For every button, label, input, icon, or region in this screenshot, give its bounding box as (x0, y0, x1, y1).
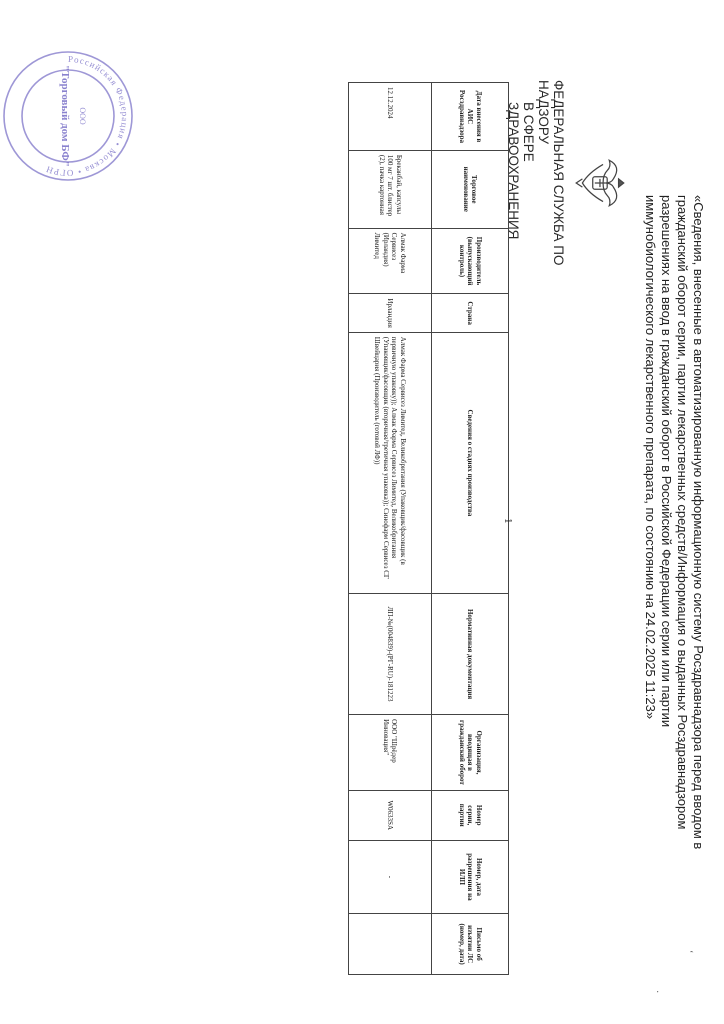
col-header: Дата внесения в АИС Росздравнадзора (432, 83, 509, 151)
document-title: «Сведения, внесенные в автоматизированную информационную систему Росздравнадзора перед вводом в гражданский оборот серии, партии лекарственных средств/Информация о выданных Росздравнадзором разрешениях на ввод в гражданский оборот в Российской Федерации серии или партии иммунобиологического лекарственного препарата, по состоянию на 24.02.2025 11:23» (643, 195, 706, 850)
cell-batch-number: W0633SA (349, 790, 432, 840)
col-header: Сведения о стадиях производства (432, 332, 509, 593)
page-number: 1 (502, 518, 514, 524)
cell-country: Ирландия (349, 294, 432, 332)
cell-date: 12.12.2024 (349, 83, 432, 151)
col-header: Организация, вводящая в гражданский оборот (432, 715, 509, 791)
col-header: Нормативная документация (432, 594, 509, 715)
col-header: Страна (432, 294, 509, 332)
col-header: Торговое наименование (432, 150, 509, 228)
svg-text:Российская Федерация • Москва (44, 54, 130, 178)
agency-line-1: ФЕДЕРАЛЬНАЯ СЛУЖБА ПО НАДЗОРУ (536, 80, 566, 266)
registry-table (348, 82, 509, 975)
cell-permit: - (349, 840, 432, 914)
col-header: Письмо об изъятии ЛС (номер, дата) (432, 914, 509, 975)
table-header-row (432, 83, 509, 975)
cell-organization: ООО "Шрёдер Инновация" (349, 715, 432, 791)
cell-manufacturer: Алмак Фарма Сервисез (Ирландия) Лимитед (349, 228, 432, 294)
scan-mark: · (651, 990, 662, 994)
cell-trade-name: Бреканбай, капсулы 100 мг 7 шт. блистер (2), пачка картонная (349, 150, 432, 228)
scan-mark: ‘ (683, 950, 694, 954)
stamp-ring-text: Российская Федерация • Москва • ОГРН (44, 53, 131, 179)
cell-production-stages: Алмак Фарма Сервисез Лимитед, Великобритания (Упаковщик/фасовщик (в первичную упаковку)); Алмак Фарма Сервисез Лимитед, Великобритания (Упаковщик/фасовщик (вторичная/третичная упаковка)); Синофарм Сервисез СГ Швейцария (Производитель (готовой ЛФ)) (349, 332, 432, 593)
agency-line-2: В СФЕРЕ ЗДРАВООХРАНЕНИЯ (506, 102, 536, 240)
stamp-company-name: "Торговый дом БФ" (59, 65, 71, 167)
table-row (349, 83, 432, 975)
cell-regulatory-docs: ЛП-№(004839)-(РГ-RU)-181223 (349, 594, 432, 715)
stamp-small-text: ООО (78, 107, 87, 125)
col-header: Производитель (выпускающий контроль) (432, 228, 509, 294)
company-stamp (0, 48, 136, 184)
col-header: Номер серии, партии (432, 790, 509, 840)
eagle-emblem-icon (570, 152, 632, 214)
agency-name (506, 80, 566, 300)
col-header: Номер, дата разрешения на ИЛП (432, 840, 509, 914)
cell-withdrawal-letter (349, 914, 432, 975)
